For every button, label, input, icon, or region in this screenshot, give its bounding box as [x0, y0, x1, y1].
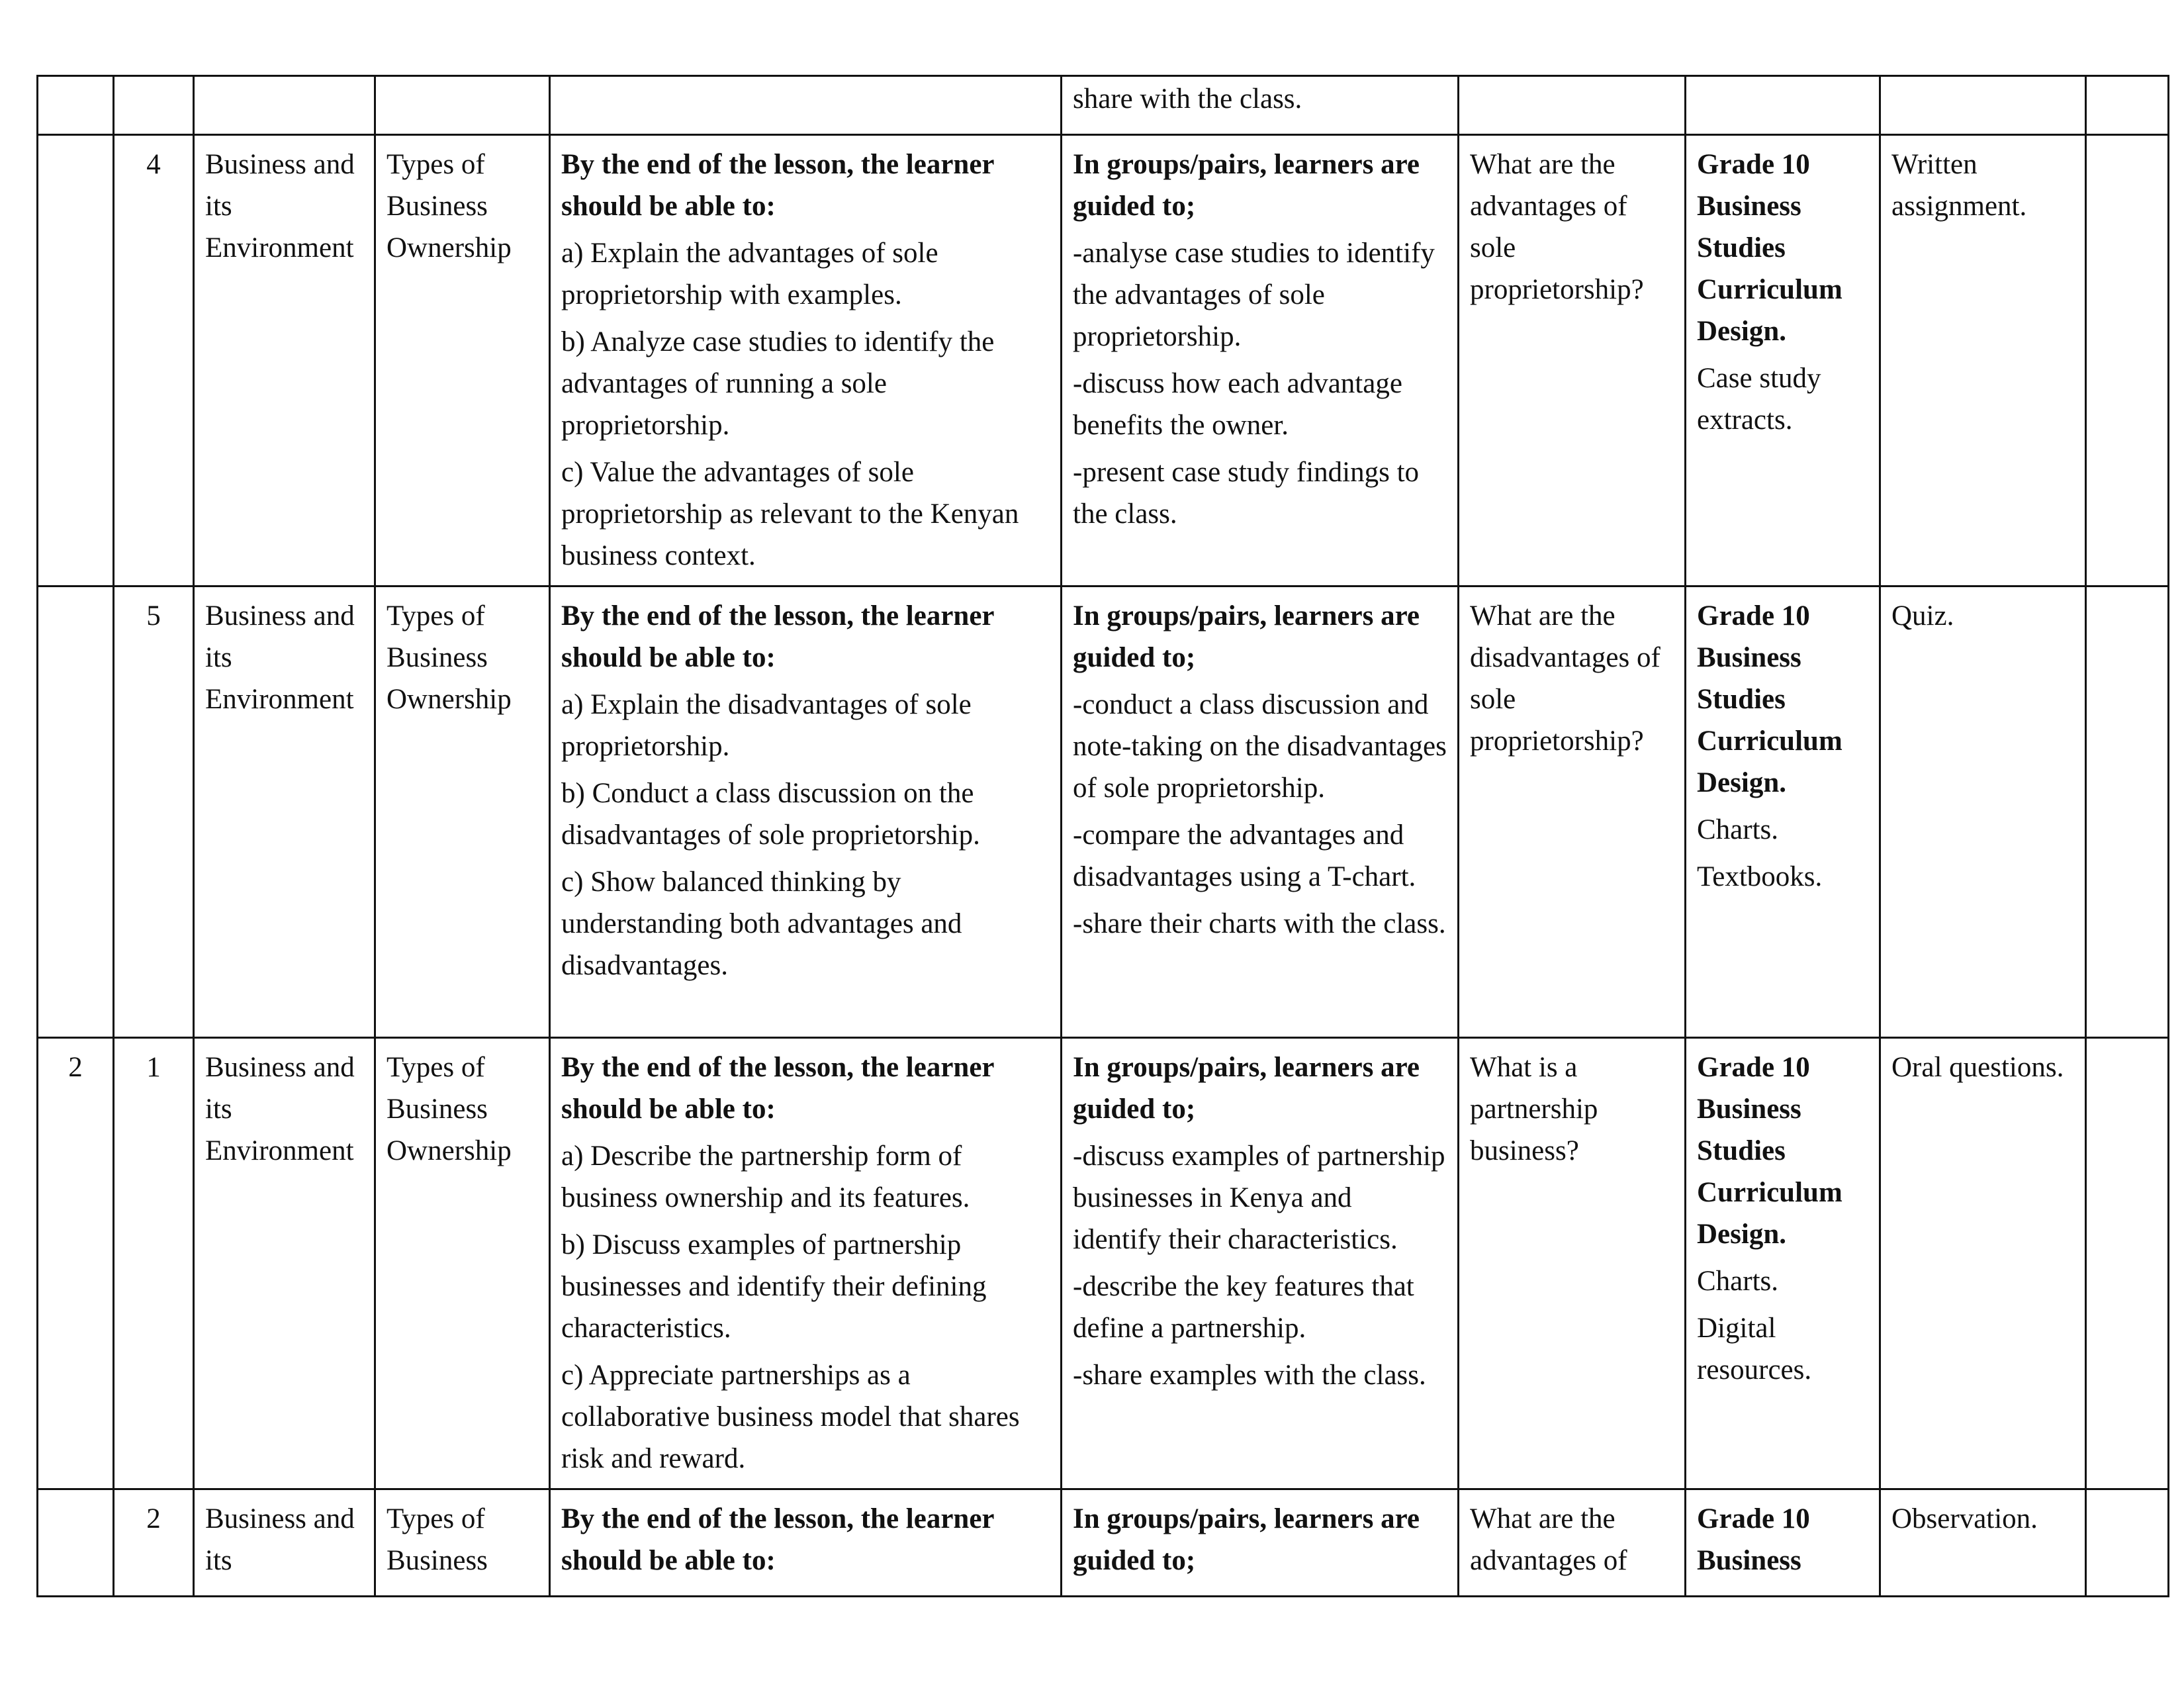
lesson-cell: 1 — [114, 1038, 194, 1489]
experience-heading: In groups/pairs, learners are guided to; — [1073, 1052, 1420, 1125]
outcome-item: b) Analyze case studies to identify the advantages of running a sole proprietorship. — [561, 326, 995, 441]
learning-resources-cell — [1686, 586, 1880, 1038]
outcome-heading: By the end of the lesson, the learner should be able to: — [561, 1503, 994, 1576]
sub-strand-cell: Types of Business Ownership — [375, 586, 550, 1038]
resource-item: Digital resources. — [1697, 1313, 1812, 1385]
learning-resources-cell — [1686, 1489, 1880, 1597]
experience-item: share with the class. — [1073, 83, 1302, 115]
outcome-heading: By the end of the lesson, the learner should be able to: — [561, 149, 994, 222]
learning-outcomes-cell — [550, 1489, 1062, 1597]
learning-experiences-cell — [1062, 586, 1459, 1038]
learning-experiences-cell — [1062, 1489, 1459, 1597]
week-cell: 2 — [38, 1038, 114, 1489]
outcome-heading: By the end of the lesson, the learner should be able to: — [561, 1052, 994, 1125]
outcome-item: a) Describe the partnership form of business ownership and its features. — [561, 1141, 970, 1213]
learning-resources-cell — [1686, 135, 1880, 586]
remarks-cell — [2086, 76, 2169, 135]
learning-resources-cell — [1686, 1038, 1880, 1489]
resource-item: Textbooks. — [1697, 861, 1823, 892]
learning-experiences-cell — [1062, 135, 1459, 586]
resource-item: Charts. — [1697, 814, 1779, 845]
key-inquiry-question-cell — [1459, 76, 1686, 135]
sub-strand-cell — [375, 76, 550, 135]
remarks-cell — [2086, 586, 2169, 1038]
sub-strand-cell: Types of Business Ownership — [375, 1038, 550, 1489]
outcome-item: b) Conduct a class discussion on the disadvantages of sole proprietorship. — [561, 778, 980, 851]
key-inquiry-question-cell: What are the advantages of — [1459, 1489, 1686, 1597]
lesson-cell: 4 — [114, 135, 194, 586]
resource-heading: Grade 10 Business — [1697, 1503, 1810, 1576]
remarks-cell — [2086, 1038, 2169, 1489]
table-row — [38, 135, 2169, 586]
lesson-cell: 5 — [114, 586, 194, 1038]
week-cell — [38, 135, 114, 586]
experience-item: -discuss how each advantage benefits the owner. — [1073, 368, 1402, 441]
remarks-cell — [2086, 1489, 2169, 1597]
assessment-cell — [1880, 76, 2086, 135]
key-inquiry-question-cell: What is a partnership business? — [1459, 1038, 1686, 1489]
experience-heading: In groups/pairs, learners are guided to; — [1073, 1503, 1420, 1576]
outcome-item: c) Show balanced thinking by understanding both advantages and disadvantages. — [561, 867, 962, 981]
lesson-cell: 2 — [114, 1489, 194, 1597]
sub-strand-cell: Types of Business — [375, 1489, 550, 1597]
learning-experiences-cell — [1062, 1038, 1459, 1489]
assessment-cell: Observation. — [1880, 1489, 2086, 1597]
resource-heading: Grade 10 Business Studies Curriculum Design. — [1697, 1052, 1843, 1250]
table-row — [38, 76, 2169, 135]
strand-cell: Business and its Environment — [194, 1038, 375, 1489]
sub-strand-cell: Types of Business Ownership — [375, 135, 550, 586]
experience-item: -compare the advantages and disadvantages using a T-chart. — [1073, 820, 1416, 892]
experience-item: -analyse case studies to identify the advantages of sole proprietorship. — [1073, 238, 1435, 352]
outcome-heading: By the end of the lesson, the learner should be able to: — [561, 600, 994, 673]
table-row — [38, 1489, 2169, 1597]
strand-cell: Business and its — [194, 1489, 375, 1597]
scheme-of-work-table — [36, 75, 2169, 1597]
table-body — [38, 76, 2169, 1597]
experience-heading: In groups/pairs, learners are guided to; — [1073, 600, 1420, 673]
learning-outcomes-cell — [550, 1038, 1062, 1489]
week-cell — [38, 1489, 114, 1597]
assessment-cell: Written assignment. — [1880, 135, 2086, 586]
resource-heading: Grade 10 Business Studies Curriculum Design. — [1697, 149, 1843, 347]
learning-outcomes-cell — [550, 76, 1062, 135]
experience-item: -share examples with the class. — [1073, 1360, 1426, 1391]
learning-resources-cell — [1686, 76, 1880, 135]
strand-cell: Business and its Environment — [194, 135, 375, 586]
strand-cell: Business and its Environment — [194, 586, 375, 1038]
learning-outcomes-cell — [550, 135, 1062, 586]
strand-cell — [194, 76, 375, 135]
remarks-cell — [2086, 135, 2169, 586]
experience-item: -discuss examples of partnership businesses in Kenya and identify their characteristics. — [1073, 1141, 1445, 1255]
resource-heading: Grade 10 Business Studies Curriculum Design. — [1697, 600, 1843, 798]
assessment-cell: Oral questions. — [1880, 1038, 2086, 1489]
lesson-cell — [114, 76, 194, 135]
table-row — [38, 1038, 2169, 1489]
resource-item: Charts. — [1697, 1266, 1779, 1297]
assessment-cell: Quiz. — [1880, 586, 2086, 1038]
experience-item: -share their charts with the class. — [1073, 908, 1446, 939]
experience-item: -present case study findings to the class. — [1073, 457, 1420, 530]
learning-outcomes-cell — [550, 586, 1062, 1038]
table-row — [38, 586, 2169, 1038]
outcome-item: c) Appreciate partnerships as a collaborative business model that shares risk and reward. — [561, 1360, 1020, 1474]
learning-experiences-cell — [1062, 76, 1459, 135]
resource-item: Case study extracts. — [1697, 363, 1821, 436]
outcome-item: b) Discuss examples of partnership businesses and identify their defining characteristics. — [561, 1229, 987, 1344]
experience-item: -conduct a class discussion and note-taking on the disadvantages of sole proprietorship. — [1073, 689, 1447, 804]
week-cell — [38, 586, 114, 1038]
key-inquiry-question-cell: What are the advantages of sole proprietorship? — [1459, 135, 1686, 586]
outcome-item: a) Explain the advantages of sole proprietorship with examples. — [561, 238, 938, 310]
experience-heading: In groups/pairs, learners are guided to; — [1073, 149, 1420, 222]
outcome-item: a) Explain the disadvantages of sole proprietorship. — [561, 689, 972, 762]
key-inquiry-question-cell: What are the disadvantages of sole proprietorship? — [1459, 586, 1686, 1038]
outcome-item: c) Value the advantages of sole proprietorship as relevant to the Kenyan business context. — [561, 457, 1019, 571]
week-cell — [38, 76, 114, 135]
experience-item: -describe the key features that define a partnership. — [1073, 1271, 1414, 1344]
